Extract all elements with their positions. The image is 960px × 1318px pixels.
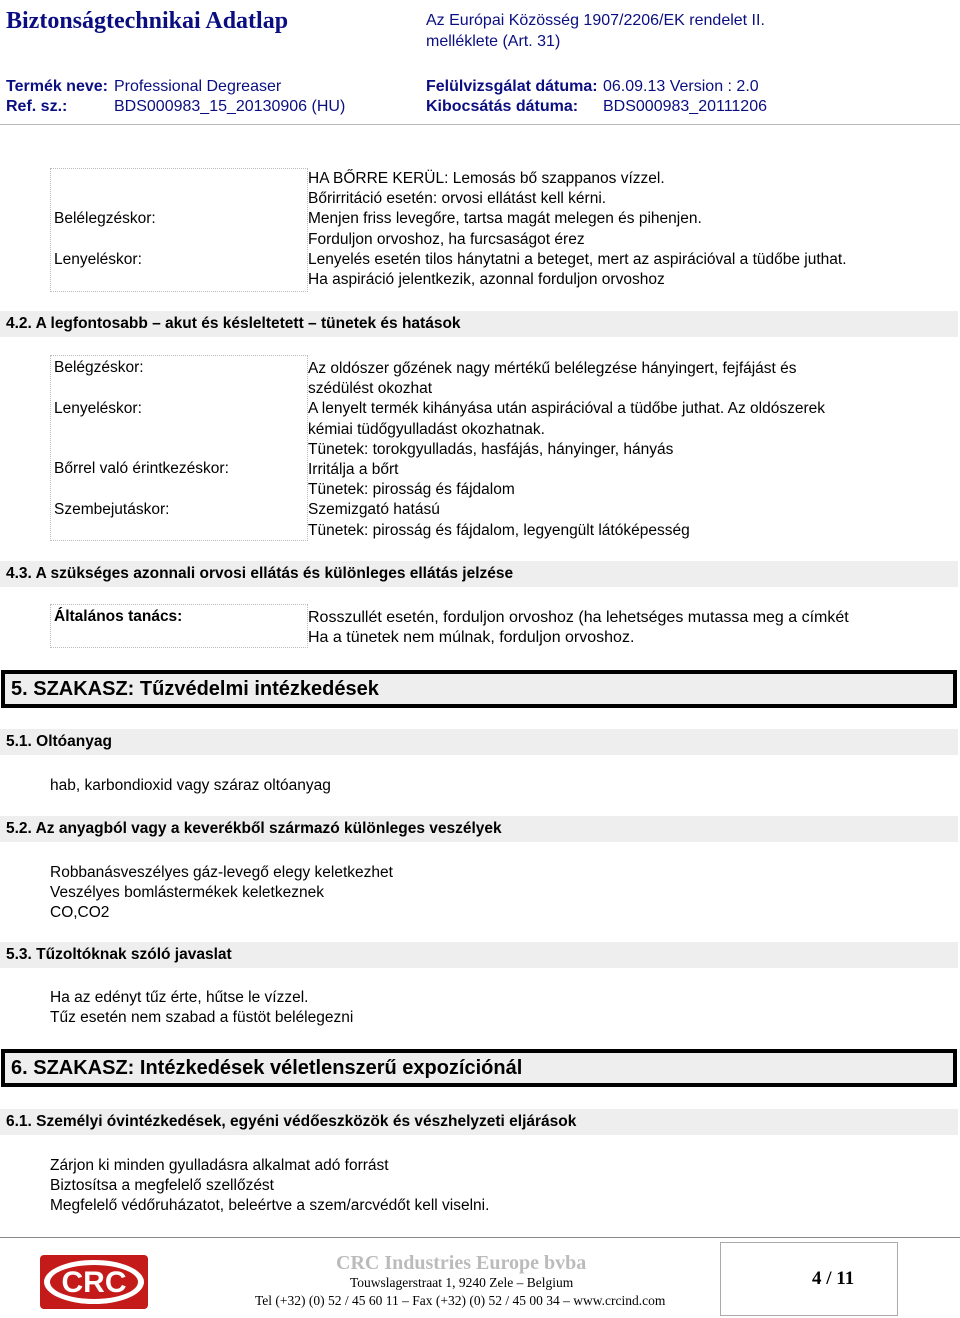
- text-line: hab, karbondioxid vagy száraz oltóanyag: [50, 777, 331, 794]
- special-hazards-text: [50, 863, 393, 924]
- reference-label: Ref. sz.:: [6, 98, 68, 115]
- text-line: Lenyelés esetén tilos hánytatni a beteget, mert az aspirációval a tüdőbe juthat.: [308, 250, 847, 268]
- first-aid-text: [308, 169, 847, 290]
- regulation-line: Az Európai Közösség 1907/2206/EK rendelet II.: [426, 12, 765, 29]
- personal-precautions-text: [50, 1156, 489, 1217]
- company-contact: Tel (+32) (0) 52 / 45 60 11 – Fax (+32) (0) 52 / 45 00 34 – www.crcind.com: [255, 1293, 666, 1308]
- first-aid-label-box: [50, 168, 308, 292]
- footer-divider: [0, 1237, 960, 1238]
- text-line: Szemizgató hatású: [308, 501, 440, 519]
- subsection-title-4-2: 4.2. A legfontosabb – akut és késleltetett – tünetek és hatások: [0, 311, 958, 337]
- text-line: Ha aspiráció jelentkezik, azonnal forduljon orvoshoz: [308, 271, 665, 289]
- text-line: Tünetek: pirosság és fájdalom: [308, 481, 515, 499]
- subsection-title-5-3: 5.3. Tűzoltóknak szóló javaslat: [0, 942, 958, 968]
- text-line: Irritálja a bőrt: [308, 461, 399, 479]
- advice-text: [308, 608, 849, 648]
- text-line: Zárjon ki minden gyulladásra alkalmat adó forrást: [50, 1157, 389, 1174]
- first-aid-label: Lenyeléskor:: [54, 251, 142, 268]
- text-line: Megfelelő védőruházatot, beleértve a szem/arcvédőt kell viselni.: [50, 1197, 490, 1215]
- product-name-value: Professional Degreaser: [114, 78, 282, 95]
- company-name: CRC Industries Europe bvba: [336, 1252, 587, 1274]
- revision-date-value: 06.09.13 Version : 2.0: [603, 78, 759, 95]
- text-line: kémiai tüdőgyulladást okozhatnak.: [308, 420, 545, 438]
- firefighter-advice-text: [50, 988, 353, 1028]
- logo-text: CRC: [61, 1266, 127, 1299]
- text-line: Biztosítsa a megfelelő szellőzést: [50, 1177, 274, 1195]
- text-line: Veszélyes bomlástermékek keletkeznek: [50, 884, 324, 902]
- text-line: Bőrirritáció esetén: orvosi ellátást kell kérni.: [308, 190, 607, 208]
- text-line: Tünetek: torokgyulladás, hasfájás, hányinger, hányás: [308, 440, 674, 458]
- regulation-note: [426, 10, 765, 52]
- text-line: Tünetek: pirosság és fájdalom, legyengült látóképesség: [308, 521, 690, 539]
- first-aid-label: Belélegzéskor:: [54, 210, 156, 227]
- text-line: Forduljon orvoshoz, ha furcsaságot érez: [308, 230, 585, 248]
- symptom-label: Belégzéskor:: [54, 359, 144, 376]
- section-title-5: 5. SZAKASZ: Tűzvédelmi intézkedések: [1, 670, 957, 708]
- symptom-label: Lenyeléskor:: [54, 400, 142, 417]
- regulation-line: melléklete (Art. 31): [426, 33, 561, 50]
- text-line: Menjen friss levegőre, tartsa magát melegen és pihenjen.: [308, 210, 702, 228]
- section-title-6: 6. SZAKASZ: Intézkedések véletlenszerű expozíciónál: [1, 1049, 957, 1087]
- issue-date-value: BDS000983_20111206: [603, 98, 767, 115]
- extinguishing-media-text: [50, 776, 331, 796]
- text-line: Rosszullét esetén, forduljon orvoshoz (ha lehetséges mutassa meg a címkét: [308, 609, 849, 626]
- crc-logo: [40, 1255, 148, 1309]
- text-line: Ha az edényt tűz érte, hűtse le vízzel.: [50, 989, 309, 1006]
- text-line: CO,CO2: [50, 904, 110, 922]
- symptom-label: Bőrrel való érintkezéskor:: [54, 460, 229, 477]
- symptom-label: Szembejutáskor:: [54, 501, 170, 518]
- text-line: szédülést okozhat: [308, 380, 433, 398]
- text-line: Robbanásveszélyes gáz-levegő elegy keletkezhet: [50, 864, 393, 881]
- text-line: Tűz esetén nem szabad a füstöt belélegezni: [50, 1009, 354, 1027]
- document-title: Biztonságtechnikai Adatlap: [6, 8, 289, 34]
- text-line: Az oldószer gőzének nagy mértékű belélegzése hányingert, fejfájást és: [308, 360, 797, 377]
- company-address: Touwslagerstraat 1, 9240 Zele – Belgium: [350, 1275, 574, 1290]
- product-name-label: Termék neve:: [6, 78, 108, 95]
- symptom-text: [308, 359, 825, 541]
- subsection-title-5-2: 5.2. Az anyagból vagy a keverékből származó különleges veszélyek: [0, 816, 958, 842]
- header-divider: [0, 124, 960, 125]
- page-number-box: [720, 1242, 898, 1316]
- subsection-title-5-1: 5.1. Oltóanyag: [0, 729, 958, 755]
- text-line: HA BŐRRE KERÜL: Lemosás bő szappanos vízzel.: [308, 170, 665, 187]
- text-line: A lenyelt termék kihányása után aspirációval a tüdőbe juthat. Az oldószerek: [308, 400, 825, 418]
- revision-date-label: Felülvizsgálat dátuma:: [426, 78, 598, 95]
- advice-label: Általános tanács:: [54, 608, 183, 625]
- subsection-title-4-3: 4.3. A szükséges azonnali orvosi ellátás és különleges ellátás jelzése: [0, 561, 958, 587]
- subsection-title-6-1: 6.1. Személyi óvintézkedések, egyéni védőeszközök és vészhelyzeti eljárások: [0, 1109, 958, 1135]
- reference-value: BDS000983_15_20130906 (HU): [114, 98, 346, 115]
- page-number: 4 / 11: [812, 1268, 855, 1289]
- issue-date-label: Kibocsátás dátuma:: [426, 98, 579, 115]
- text-line: Ha a tünetek nem múlnak, forduljon orvoshoz.: [308, 629, 635, 647]
